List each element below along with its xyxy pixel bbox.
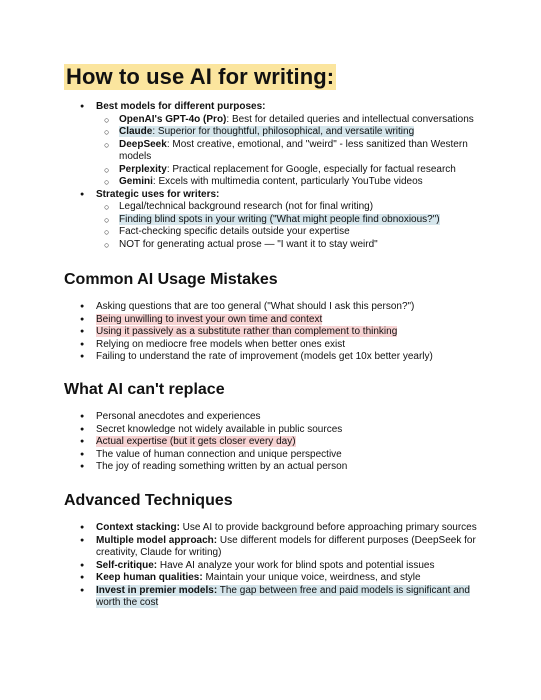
sub-item	[64, 201, 484, 214]
list-item	[64, 326, 484, 339]
sub-item	[64, 226, 484, 239]
model-desc: : Practical replacement for Google, especially for factual research	[166, 163, 456, 175]
model-name: Perplexity	[119, 163, 167, 175]
sub-item-gpt4o	[64, 114, 484, 127]
list-item	[64, 351, 484, 364]
model-desc: : Excels with multimedia content, particularly YouTube videos	[152, 176, 423, 187]
highlight-span	[119, 126, 414, 137]
technique-name: Context stacking:	[96, 522, 180, 533]
section-heading-cant-replace: What AI can't replace	[64, 381, 225, 398]
model-name: OpenAI's GPT-4o (Pro)	[119, 113, 227, 125]
list-item	[64, 461, 484, 474]
section-heading-advanced: Advanced Techniques	[64, 492, 233, 509]
technique-name: Keep human qualities:	[96, 572, 203, 583]
list-item	[64, 522, 484, 535]
list-item-text: The value of human connection and unique perspective	[96, 448, 342, 460]
list-item	[64, 585, 484, 610]
best-models-sublist	[64, 114, 484, 189]
list-item-best-models	[64, 101, 484, 114]
list-item	[64, 535, 484, 560]
list-item	[64, 424, 484, 437]
list-item-text: Being unwilling to invest your own time and context	[96, 313, 323, 325]
model-desc: : Superior for thoughtful, philosophical, and versatile writing	[152, 126, 415, 137]
model-name: Claude	[119, 126, 153, 137]
sub-item-text: Finding blind spots in your writing ("What might people find obnoxious?")	[119, 213, 440, 225]
technique-desc: Have AI analyze your work for blind spots and potential issues	[157, 559, 435, 571]
advanced-list	[64, 522, 484, 610]
model-name: Gemini	[119, 176, 153, 187]
list-item	[64, 572, 484, 585]
list-item	[64, 314, 484, 327]
technique-name: Multiple model approach:	[96, 534, 218, 546]
list-item	[64, 339, 484, 352]
main-list	[64, 101, 484, 251]
sub-item	[64, 239, 484, 252]
strategic-uses-label: Strategic uses for writers:	[96, 188, 220, 200]
model-name: DeepSeek	[119, 138, 167, 150]
list-item-text: Asking questions that are too general ("What should I ask this person?")	[96, 301, 415, 312]
list-item	[64, 560, 484, 573]
list-item-text: Actual expertise (but it gets closer every day)	[96, 436, 296, 447]
technique-name: Self-critique:	[96, 559, 158, 571]
best-models-label: Best models for different purposes:	[96, 101, 266, 112]
cant-replace-list	[64, 411, 484, 474]
list-item-strategic-uses	[64, 189, 484, 202]
list-item	[64, 436, 484, 449]
list-item-text: Using it passively as a substitute rather than complement to thinking	[96, 326, 398, 337]
sub-item-text: Legal/technical background research (not for final writing)	[119, 201, 374, 212]
list-item-text: Secret knowledge not widely available in public sources	[96, 423, 343, 435]
sub-item-text: NOT for generating actual prose — "I want it to stay weird"	[119, 238, 378, 250]
sub-item-deepseek	[64, 139, 484, 164]
list-item-text: Failing to understand the rate of improvement (models get 10x better yearly)	[96, 351, 433, 362]
section-heading-mistakes: Common AI Usage Mistakes	[64, 271, 278, 288]
highlight-span	[96, 585, 470, 609]
sub-item-perplexity	[64, 164, 484, 177]
strategic-uses-sublist	[64, 201, 484, 251]
technique-desc: Use different models for different purposes (DeepSeek for creativity, Claude for writing)	[96, 534, 476, 558]
technique-desc: Use AI to provide background before approaching primary sources	[179, 522, 477, 533]
list-item	[64, 411, 484, 424]
model-desc: : Most creative, emotional, and "weird" - less sanitized than Western models	[119, 138, 468, 162]
page-title: How to use AI for writing:	[66, 64, 335, 89]
sub-item	[64, 214, 484, 227]
sub-item-gemini	[64, 176, 484, 189]
list-item-text: The joy of reading something written by an actual person	[96, 461, 348, 472]
sub-item-claude	[64, 126, 484, 139]
mistakes-list	[64, 301, 484, 364]
model-desc: : Best for detailed queries and intellectual conversations	[226, 113, 474, 125]
technique-desc: The gap between free and paid models is significant and worth the cost	[96, 584, 470, 608]
list-item	[64, 449, 484, 462]
technique-name: Invest in premier models:	[96, 584, 218, 596]
list-item	[64, 301, 484, 314]
technique-desc: Maintain your unique voice, weirdness, and style	[202, 572, 421, 583]
list-item-text: Relying on mediocre free models when better ones exist	[96, 338, 346, 350]
sub-item-text: Fact-checking specific details outside your expertise	[119, 226, 350, 237]
list-item-text: Personal anecdotes and experiences	[96, 411, 261, 422]
